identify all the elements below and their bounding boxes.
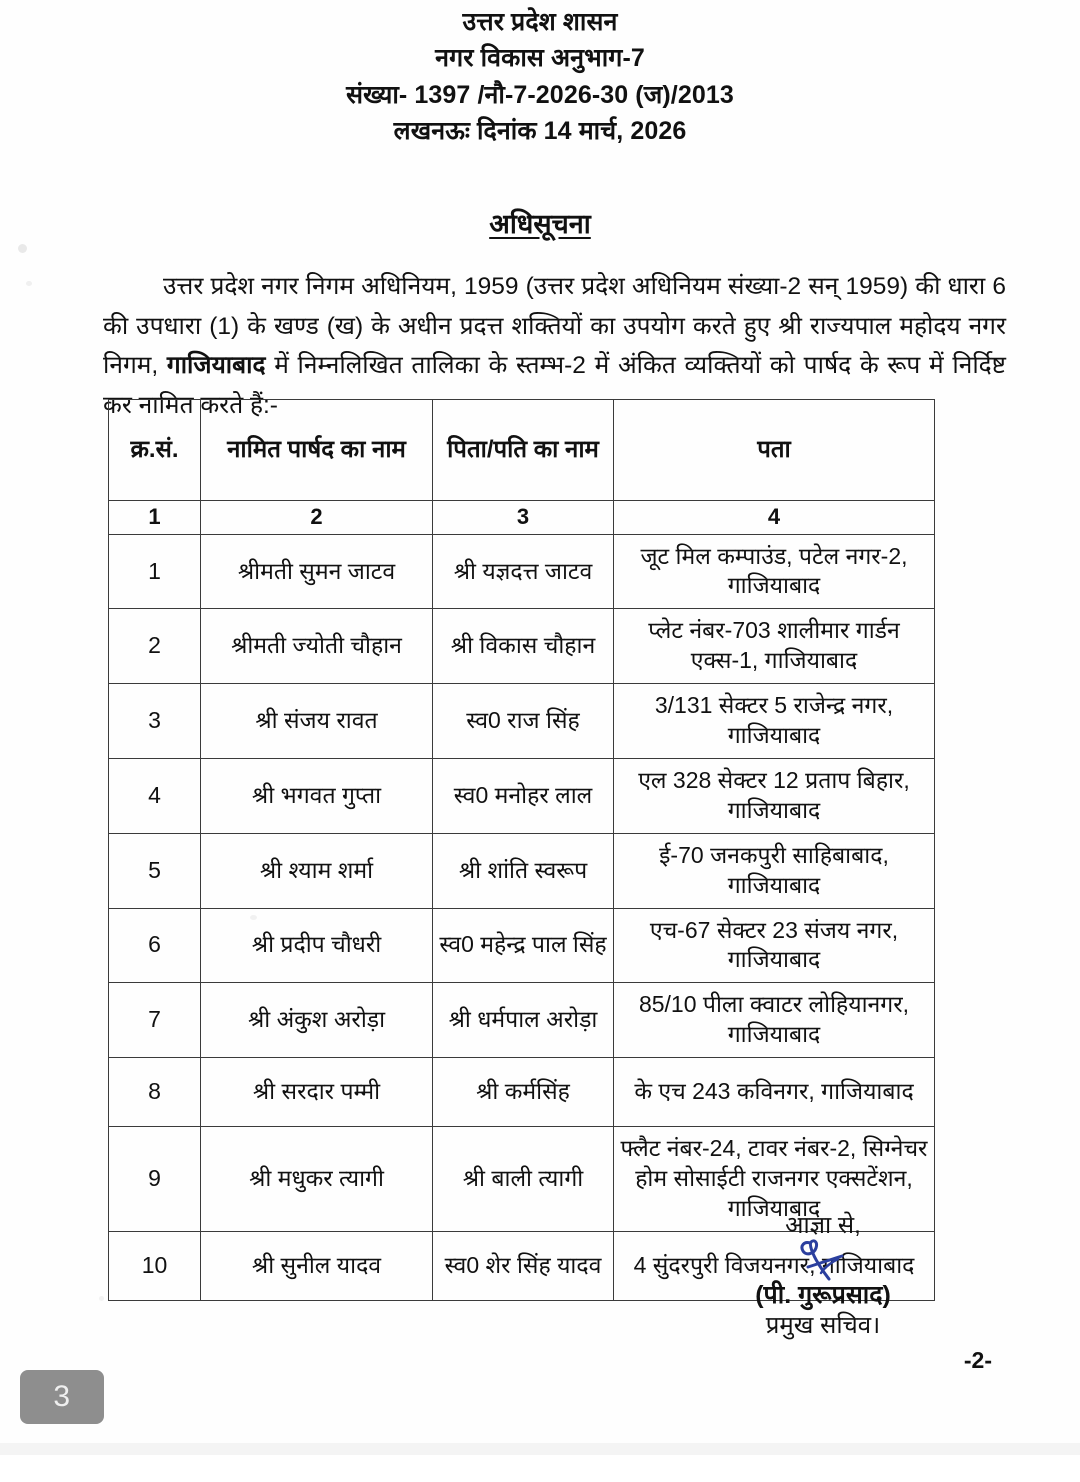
cell-address: फ्लैट नंबर-24, टावर नंबर-2, सिग्नेचर होम सोसाईटी राजनगर एक्सटेंशन, गाजियाबाद: [614, 1127, 935, 1232]
column-number-3: 3: [433, 501, 614, 535]
column-header-father: पिता/पति का नाम: [433, 400, 614, 501]
cell-serial: 9: [109, 1127, 201, 1232]
signature-block: [658, 1213, 988, 1341]
signatory-designation: प्रमुख सचिव।: [765, 1312, 881, 1340]
department-name: नगर विकास अनुभाग-7: [435, 44, 645, 73]
cell-serial: 8: [109, 1058, 201, 1127]
scan-speckle: [99, 1296, 104, 1301]
cell-serial: 10: [109, 1231, 201, 1300]
cell-father: श्री विकास चौहान: [433, 609, 614, 684]
next-page-preview: [0, 1455, 1080, 1482]
cell-name: श्री भगवत गुप्ता: [201, 758, 433, 833]
page-separator: [0, 1443, 1080, 1455]
column-number-4: 4: [614, 501, 935, 535]
cell-serial: 4: [109, 758, 201, 833]
cell-name: श्रीमती सुमन जाटव: [201, 534, 433, 609]
notification-title: अधिसूचना: [489, 209, 591, 239]
column-header-name: नामित पार्षद का नाम: [201, 400, 433, 501]
cell-address: एच-67 सेक्टर 23 संजय नगर, गाजियाबाद: [614, 908, 935, 983]
page-footer-number: -2-: [963, 1347, 992, 1373]
govt-name: उत्तर प्रदेश शासन: [462, 8, 618, 36]
cell-name: श्री सुनील यादव: [201, 1231, 433, 1300]
cell-father: श्री कर्मसिंह: [433, 1058, 614, 1127]
cell-serial: 2: [109, 609, 201, 684]
cell-father: स्व0 महेन्द्र पाल सिंह: [433, 908, 614, 983]
cell-father: श्री यज्ञदत्त जाटव: [433, 534, 614, 609]
cell-father: श्री बाली त्यागी: [433, 1127, 614, 1232]
table-row: [109, 534, 935, 609]
body-text-part2: में निम्नलिखित तालिका के स्तम्भ-2 में अंकित व्यक्तियों को पार्षद के रूप में निर्दिष्ट कर नामित करते हैं:-: [103, 352, 1006, 420]
signatory-name: (पी. गुरूप्रसाद): [755, 1281, 891, 1310]
cell-serial: 1: [109, 534, 201, 609]
table-column-number-row: [109, 501, 935, 535]
body-text-part1: उत्तर प्रदेश नगर निगम अधिनियम, 1959 (उत्तर प्रदेश अधिनियम संख्या-2 सन् 1959) की धारा 6 की उपधारा (1) के खण्ड (ख) के अधीन प्रदत्त शक्तियों का उपयोग करते हुए श्री राज्यपाल महोदय नगर निगम,: [103, 273, 1006, 380]
cell-address: ई-70 जनकपुरी साहिबाबाद, गाजियाबाद: [614, 833, 935, 908]
reference-number: संख्या- 1397 /नौ-7-2026-30 (ज)/2013: [346, 80, 734, 109]
table-header-row: [109, 400, 935, 501]
cell-address: एल 328 सेक्टर 12 प्रताप बिहार, गाजियाबाद: [614, 758, 935, 833]
by-order-label: आज्ञा से,: [785, 1212, 861, 1239]
table-row: [109, 908, 935, 983]
scan-speckle: [18, 244, 27, 253]
cell-serial: 7: [109, 983, 201, 1058]
cell-father: श्री धर्मपाल अरोड़ा: [433, 983, 614, 1058]
table-row: [109, 684, 935, 759]
cell-father: स्व0 मनोहर लाल: [433, 758, 614, 833]
handwritten-signature-icon: [658, 1237, 988, 1281]
cell-address: के एच 243 कविनगर, गाजियाबाद: [614, 1058, 935, 1127]
table-row: [109, 983, 935, 1058]
cell-name: श्री संजय रावत: [201, 684, 433, 759]
cell-serial: 6: [109, 908, 201, 983]
table-row: [109, 1058, 935, 1127]
cell-name: श्रीमती ज्योती चौहान: [201, 609, 433, 684]
page-number-badge[interactable]: 3: [20, 1370, 104, 1424]
body-city-name: गाजियाबाद: [166, 352, 266, 380]
cell-father: स्व0 राज सिंह: [433, 684, 614, 759]
table-row: [109, 609, 935, 684]
column-header-serial: क्र.सं.: [109, 400, 201, 501]
scan-speckle: [26, 281, 32, 286]
cell-father: स्व0 शेर सिंह यादव: [433, 1231, 614, 1300]
cell-name: श्री श्याम शर्मा: [201, 833, 433, 908]
cell-serial: 5: [109, 833, 201, 908]
cell-address: 4 सुंदरपुरी विजयनगर, गाजियाबाद: [614, 1231, 935, 1300]
column-number-2: 2: [201, 501, 433, 535]
column-number-1: 1: [109, 501, 201, 535]
place-and-date: लखनऊः दिनांक 14 मार्च, 2026: [393, 116, 687, 145]
cell-address: प्लेट नंबर-703 शालीमार गार्डन एक्स-1, गाजियाबाद: [614, 609, 935, 684]
cell-address: 3/131 सेक्टर 5 राजेन्द्र नगर, गाजियाबाद: [614, 684, 935, 759]
column-header-address: पता: [614, 400, 935, 501]
cell-serial: 3: [109, 684, 201, 759]
cell-name: श्री मधुकर त्यागी: [201, 1127, 433, 1232]
table-row: [109, 833, 935, 908]
cell-name: श्री अंकुश अरोड़ा: [201, 983, 433, 1058]
cell-address: 85/10 पीला क्वाटर लोहियानगर, गाजियाबाद: [614, 983, 935, 1058]
document-header: [0, 0, 1080, 149]
cell-father: श्री शांति स्वरूप: [433, 833, 614, 908]
nominated-councillors-table: [108, 399, 935, 1301]
cell-name: श्री प्रदीप चौधरी: [201, 908, 433, 983]
cell-name: श्री सरदार पम्मी: [201, 1058, 433, 1127]
table-row: [109, 758, 935, 833]
cell-address: जूट मिल कम्पाउंड, पटेल नगर-2, गाजियाबाद: [614, 534, 935, 609]
